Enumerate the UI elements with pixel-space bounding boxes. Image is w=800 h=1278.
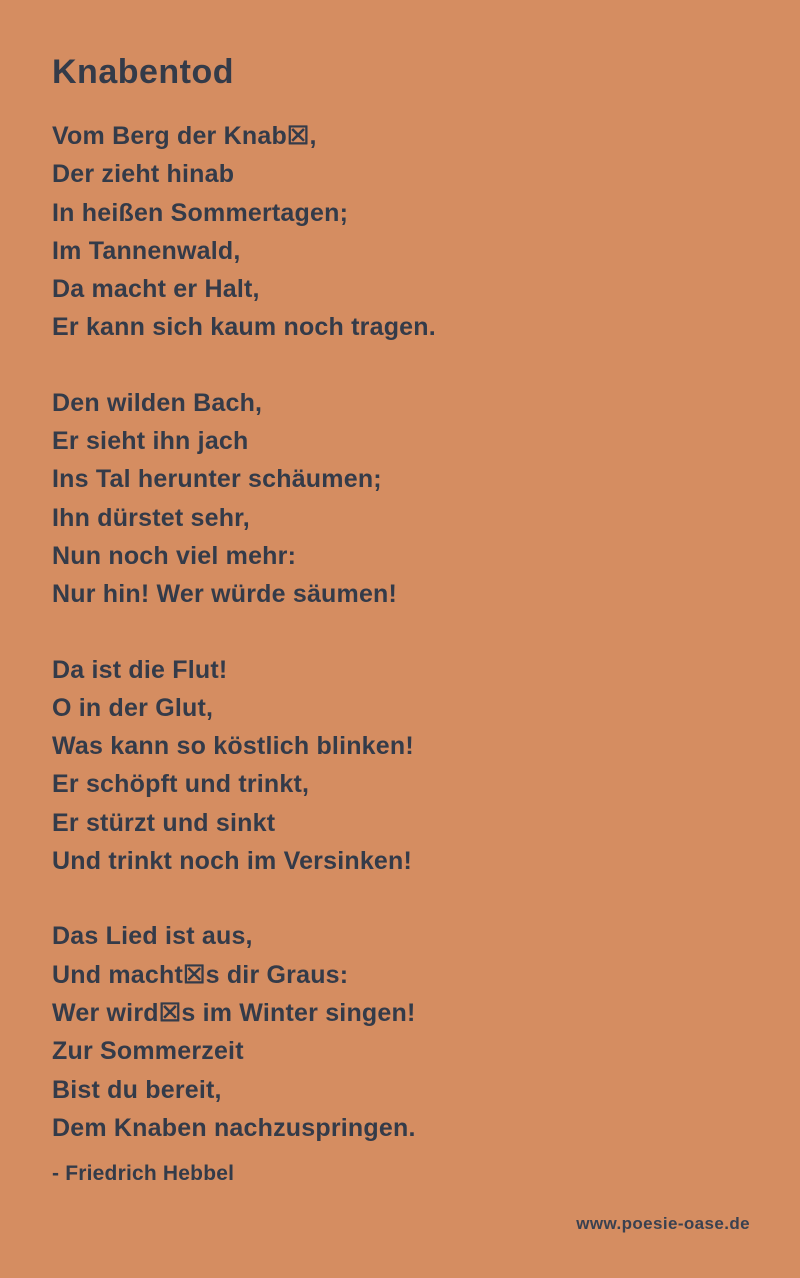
poem-line: Er schöpft und trinkt, (52, 770, 310, 799)
poem-line: Nun noch viel mehr: (52, 541, 297, 570)
poem-line: Das Lied ist aus, (52, 922, 253, 951)
poem-line: Und trinkt noch im Versinken! (52, 847, 413, 876)
stanza-2 (52, 384, 750, 614)
stanza-1 (52, 117, 750, 347)
poem-line: Der zieht hinab (52, 160, 235, 189)
poem-line: Wer wird☒s im Winter singen! (52, 998, 416, 1027)
poem-line: Da macht er Halt, (52, 275, 260, 304)
poem-line: In heißen Sommertagen; (52, 198, 349, 227)
poem-author: - Friedrich Hebbel (52, 1162, 235, 1186)
poem-line: Den wilden Bach, (52, 388, 263, 417)
stanza-3 (52, 651, 750, 881)
poem-line: Bist du bereit, (52, 1075, 222, 1104)
poem-line: Vom Berg der Knab☒, (52, 122, 317, 150)
poem-line: Zur Sommerzeit (52, 1037, 244, 1066)
poem-line: O in der Glut, (52, 693, 214, 722)
poem-line: Er sieht ihn jach (52, 427, 249, 456)
poem-line: Im Tannenwald, (52, 236, 241, 265)
poem-line: Da ist die Flut! (52, 655, 228, 684)
poem-title: Knabentod (52, 53, 235, 91)
website-credit: www.poesie-oase.de (576, 1214, 750, 1233)
poem-line: Was kann so köstlich blinken! (52, 732, 414, 761)
poem-line: Und macht☒s dir Graus: (52, 960, 349, 989)
stanza-4 (52, 917, 750, 1147)
poem-line: Er kann sich kaum noch tragen. (52, 313, 436, 342)
poem-line: Er stürzt und sinkt (52, 808, 276, 837)
poem-line: Ins Tal herunter schäumen; (52, 465, 382, 494)
poem-line: Ihn dürstet sehr, (52, 503, 250, 532)
poem-line: Dem Knaben nachzuspringen. (52, 1113, 416, 1142)
poem-line: Nur hin! Wer würde säumen! (52, 580, 398, 609)
